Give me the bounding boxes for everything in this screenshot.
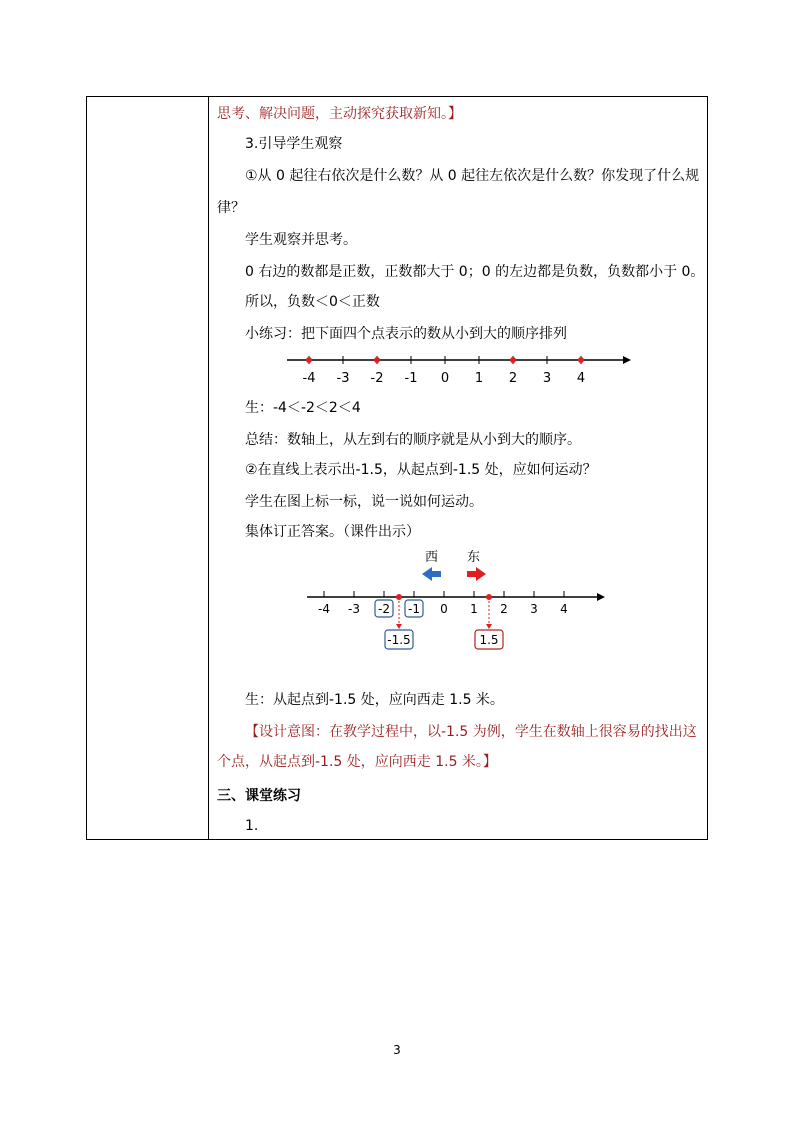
tick-label: -4 (302, 371, 316, 386)
text-line: 个点，从起点到-1.5 处，应向西走 1.5 米。】 (217, 754, 497, 770)
text-line: 所以，负数＜0＜正数 (245, 294, 380, 310)
text-line: 总结：数轴上，从左到右的顺序就是从小到大的顺序。 (245, 432, 581, 448)
text-line: 学生观察并思考。 (245, 232, 357, 248)
marked-point (306, 357, 312, 363)
pos-value-box-label: 1.5 (479, 633, 499, 647)
marked-point (510, 357, 516, 363)
number-line-2 (307, 549, 627, 659)
number-line-1 (287, 347, 637, 387)
marked-point (486, 594, 492, 600)
east-arrow-icon (467, 567, 486, 581)
text-line: 思考、解决问题，主动探究获取新知。】 (217, 106, 462, 122)
text-line: 学生在图上标一标，说一说如何运动。 (245, 494, 483, 510)
marked-point (374, 357, 380, 363)
west-label: 西 (425, 550, 439, 565)
text-line: 0 右边的数都是正数，正数都大于 0；0 的左边都是负数，负数都小于 0。 (245, 264, 705, 280)
number-line-1-svg (287, 347, 637, 387)
lesson-table (86, 96, 708, 840)
tick-label: 3 (530, 602, 538, 616)
text-line: 律？ (217, 200, 245, 216)
tick-label: -3 (336, 371, 350, 386)
page-number: 3 (393, 1043, 401, 1057)
marked-point (578, 357, 584, 363)
east-label: 东 (467, 550, 481, 565)
axis-arrow (623, 356, 631, 364)
tick-label: 2 (500, 602, 508, 616)
text-line: 【设计意图：在教学过程中，以-1.5 为例，学生在数轴上很容易的找出这 (245, 724, 697, 740)
axis-arrow (597, 593, 605, 601)
text-line: 1. (245, 818, 259, 834)
tick-label: -1 (408, 602, 420, 616)
tick-label: 0 (440, 602, 448, 616)
tick-label: 0 (440, 371, 450, 386)
tick-label: -2 (370, 371, 384, 386)
drop-arrow (486, 624, 492, 629)
text-line: ②在直线上表示出-1.5，从起点到-1.5 处，应如何运动？ (245, 462, 597, 478)
tick-label: 1 (470, 602, 478, 616)
column-divider (208, 97, 209, 839)
west-arrow-icon (422, 567, 441, 581)
tick-label: -2 (378, 602, 390, 616)
tick-label: 2 (508, 371, 518, 386)
tick-label: -4 (318, 602, 330, 616)
section-heading: 三、课堂练习 (217, 788, 301, 804)
text-line: 小练习：把下面四个点表示的数从小到大的顺序排列 (245, 326, 567, 342)
marked-point (396, 594, 402, 600)
text-line: 集体订正答案。（课件出示） (245, 524, 420, 540)
tick-label: -1 (404, 371, 418, 386)
neg-value-box-label: -1.5 (387, 633, 411, 647)
text-line: 生：-4＜-2＜2＜4 (245, 400, 361, 416)
text-line: 3.引导学生观察 (245, 136, 343, 152)
tick-label: 4 (576, 371, 586, 386)
tick-label: 4 (560, 602, 568, 616)
tick-label: -3 (348, 602, 360, 616)
number-line-2-svg (307, 549, 627, 659)
drop-arrow (396, 624, 402, 629)
tick-label: 3 (542, 371, 552, 386)
text-line: 生：从起点到-1.5 处，应向西走 1.5 米。 (245, 692, 504, 708)
tick-label: 1 (474, 371, 484, 386)
text-line: ①从 0 起往右依次是什么数？从 0 起往左依次是什么数？你发现了什么规 (245, 168, 700, 184)
